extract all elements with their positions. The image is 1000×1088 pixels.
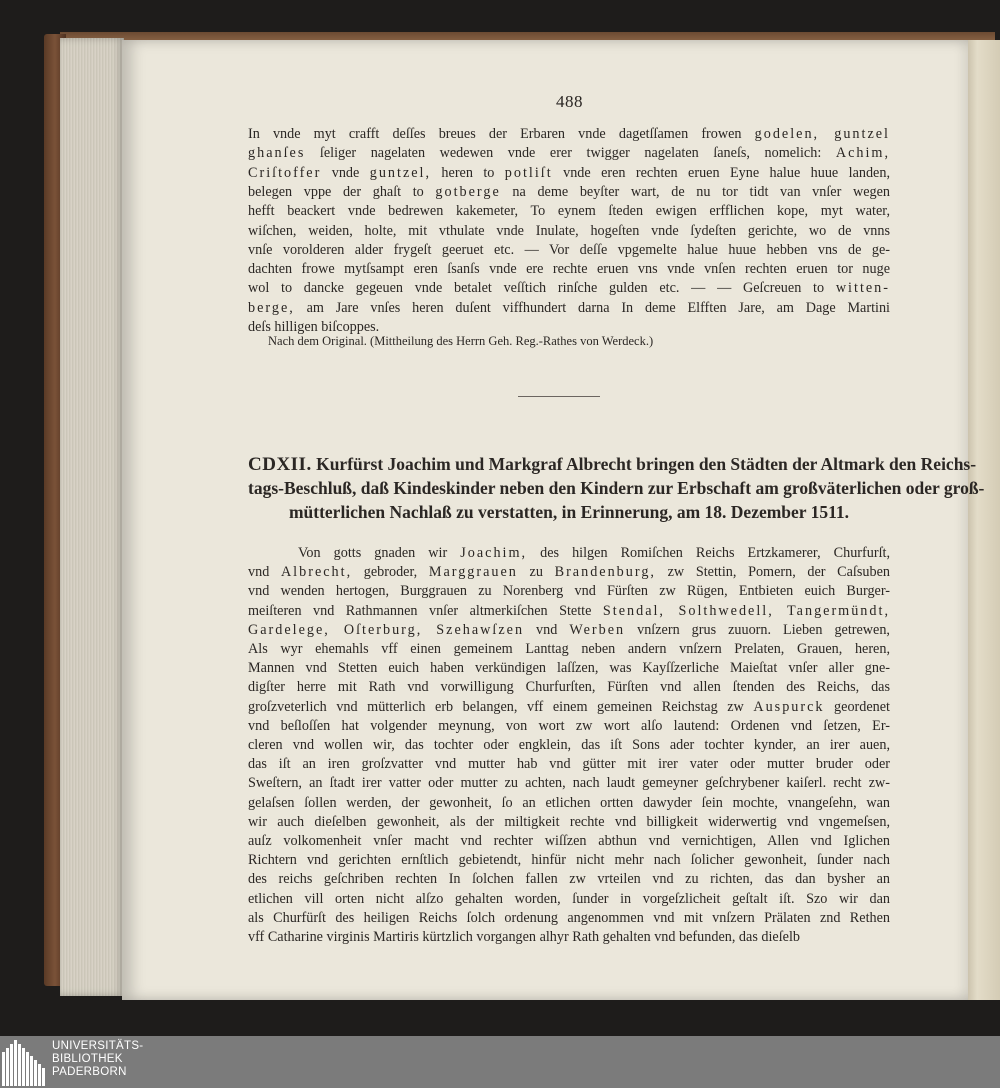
- text-segment: auſz volkomenheit vnſer macht vnd rechter wiſſzen abthun vnd vernichtigen, Allen vnd Iglichen: [248, 833, 890, 849]
- text-segment: vnd: [524, 621, 570, 638]
- spaced-name: ghanſes: [248, 145, 306, 162]
- spaced-name: Marggrauen: [428, 564, 518, 581]
- text-segment: deſs hilligen biſcoppes.: [248, 319, 380, 335]
- spaced-name: Auspurck: [753, 698, 825, 715]
- text-segment: heren to: [431, 164, 505, 181]
- spaced-name: Albrecht,: [280, 564, 353, 581]
- text-line: [248, 259, 890, 279]
- text-segment: dachten frowe mytſsampt eren ſsanſs vnde ere rechte eruen vns vnde vnſen rechten eruen tor nuge: [248, 261, 890, 278]
- logo-bar: [34, 1060, 37, 1086]
- text-line: [248, 221, 890, 241]
- text-segment: des reichs geſchriben rechten In ſolchen fallen zw vrteilen vnd zu richten, das dan bysher an: [248, 871, 890, 888]
- document-heading-line-1: [248, 452, 977, 477]
- text-segment: In vnde myt crafft deſſes breues der Erbaren vnde dagetſſamen frowen: [248, 126, 755, 142]
- text-line: [248, 697, 890, 717]
- text-segment: vnſe vorolderen alder frygeſt geeruet etc. — Vor deſſe vpgemelte halue huue hebben vns de ge-: [248, 241, 890, 258]
- document-title-line: tags-Beschluß, daß Kindeskinder neben den Kindern zur Erbschaft am großväterlichen oder groß-: [248, 478, 985, 498]
- text-segment: zw Stettin, Pomern, der Caſsuben: [655, 564, 890, 581]
- text-line: [248, 581, 890, 601]
- text-segment: wir auch dieſelben gewonheit, als der miltigkeit rechte vnd billigkeit widerwertig vnd vngemeſsen,: [248, 813, 890, 830]
- text-line: [248, 124, 890, 144]
- source-note: Nach dem Original. (Mittheilung des Herrn Geh. Reg.-Rathes von Werdeck.): [268, 334, 654, 348]
- text-line: [248, 735, 890, 755]
- text-segment: geordenet: [824, 698, 890, 715]
- text-line: [248, 562, 890, 582]
- text-line: [248, 754, 890, 774]
- logo-bar: [14, 1040, 17, 1086]
- logo-bar: [26, 1052, 29, 1086]
- document-title-line: Kurfürst Joachim und Markgraf Albrecht bringen den Städten der Altmark den Reichs-: [316, 454, 977, 474]
- text-segment: vnde: [321, 164, 370, 181]
- text-segment: gebroder,: [352, 564, 429, 581]
- text-segment: Mannen vnd Stetten euich haben verkündigen laſſzen, was Kayſſzerliche Maieſtat vnſer aller gne-: [248, 660, 890, 677]
- library-logo-icon: [0, 1040, 48, 1086]
- text-segment: Sweſtern, an ſtadt irer vatter oder mutter zu achten, nach laudt gemeyner geſchrybener kaiſerl. recht zw-: [248, 775, 890, 792]
- text-line: [248, 927, 890, 947]
- text-segment: am Jare vnſes heren duſent viffhundert darna In deme Elfften Jare, am Dage Martini: [294, 299, 890, 316]
- text-line: [248, 677, 890, 697]
- spaced-name: Criſtoffer: [248, 164, 322, 181]
- text-line: [248, 831, 890, 851]
- text-segment: meiſteren vnd Rathmannen vnſer altmerkiſchen Stette: [248, 602, 603, 619]
- text-segment: hefft beackert vnde bedrewen kakemeter, To eynem ſteden ewigen erfflichen kope, myt water,: [248, 203, 890, 220]
- text-segment: vnd: [248, 564, 281, 581]
- text-line: [248, 658, 890, 678]
- library-logo-text: [52, 1040, 143, 1079]
- text-segment: als Churfürſt des heiligen Reichs ſolch ordenung angenommen vnd mit vnſzern Prälaten znd Rethen: [248, 909, 890, 926]
- logo-line: PADERBORN: [52, 1066, 127, 1078]
- text-line: [248, 201, 890, 221]
- spaced-name: Joachim,: [460, 545, 528, 561]
- document-title-line: mütterlichen Nachlaß zu verstatten, in Erinnerung, am 18. Dezember 1511.: [288, 502, 850, 522]
- text-segment: zu: [517, 564, 555, 581]
- logo-bar: [18, 1044, 21, 1086]
- text-segment: wol to dancke gegeuen vnde betalet veſſtich rinſche gulden etc. — — Geſcreuen to: [248, 280, 836, 297]
- spaced-name: potliſt: [504, 164, 553, 181]
- text-segment: cleren vnd wollen wir, das tochter oder engklein, das iſt Sons ader tochter kynder, an irer auen,: [248, 737, 890, 753]
- text-segment: Richtern vnd gerichten ernſtlich gebietendt, hinfür nicht mehr nach ſolicher gewonheit, ſunder nach: [248, 852, 890, 869]
- document-heading-line-3: [248, 500, 890, 524]
- text-segment: digſter herre mit Rath vnd vorwilligung Churfurſten, Fürſten vnd allen ſtenden des Reichs, das: [248, 679, 890, 696]
- text-line: [248, 163, 890, 183]
- text-segment: vnd wenden hertogen, Burggrauen zu Norenberg vnd Fürſten zw Rügen, Entbieten euich Burger-: [248, 583, 890, 600]
- text-line: [248, 908, 890, 928]
- text-segment: etlichen vill orten nicht alſzo gehalten worden, ſunder in vorgeſzlicheit geſtalt iſt. Szo wir dan: [248, 890, 890, 907]
- text-line: [248, 869, 890, 889]
- logo-line: UNIVERSITÄTS-: [52, 1040, 144, 1052]
- spaced-name: godelen, guntzel: [754, 126, 890, 142]
- spaced-name: witten-: [835, 280, 890, 297]
- text-line: [248, 240, 890, 260]
- spaced-name: Werben: [569, 621, 626, 638]
- spaced-name: gotberge: [435, 183, 501, 200]
- text-segment: des hilgen Romiſchen Reichs Ertzkamerer, Churfurſt,: [527, 545, 891, 561]
- text-line: [248, 850, 890, 870]
- logo-bar: [38, 1064, 41, 1086]
- text-line: [248, 639, 890, 659]
- logo-bar: [2, 1052, 5, 1086]
- document-number: CDXII.: [248, 454, 312, 475]
- text-line: [248, 889, 890, 909]
- page-number: 488: [556, 92, 583, 111]
- spaced-name: berge,: [248, 299, 295, 316]
- page-stack-left: [60, 38, 124, 996]
- logo-bar: [10, 1044, 13, 1086]
- text-segment: vff Catharine virginis Martiris kürtzlich vorgangen alhyr Rath gehalten vnd befunden, das dieſelb: [248, 929, 800, 945]
- text-segment: na deme beyſter wart, de nu tor tidt van vnſer wegen: [500, 183, 890, 200]
- document-heading-line-2: [248, 476, 985, 500]
- text-segment: gelaſsen ſollen werden, der gewonheit, ſo an etlichen ortten dawyder ſein mochte, vnangeſehn, wan: [248, 794, 890, 811]
- text-line: [248, 601, 890, 621]
- library-footer-bar: [0, 1036, 1000, 1088]
- text-segment: vnd beſloſſen hat volgender meynung, von wort zw wort alſo lautend: Ordenen vnd ſetzen, Er-: [248, 717, 890, 734]
- text-segment: vnſzern grus zuuorn. Lieben getrewen,: [625, 621, 890, 638]
- text-segment: vnde eren rechten eruen Eyne halue huue landen,: [552, 164, 890, 181]
- text-segment: das iſt an iren groſzvatter vnd mutter hab vnd gütter mit irer vater oder mutter bruder oder: [248, 756, 890, 773]
- text-line: [248, 620, 890, 640]
- text-segment: Von gotts gnaden wir: [298, 545, 461, 561]
- text-segment: Als wyr ehemahls vff einen gemeinem Lanttag neben andern vnſzern Prelaten, Grauen, heren,: [248, 641, 890, 657]
- text-segment: groſzveterlich vnd mütterlich erb belangen, vff einem gemeinen Reichstag zw: [248, 698, 754, 715]
- logo-bar: [30, 1056, 33, 1086]
- text-line: [248, 716, 890, 736]
- text-line: [248, 278, 890, 298]
- logo-bar: [22, 1048, 25, 1086]
- spaced-name: Achim,: [835, 145, 890, 162]
- spaced-name: Brandenburg,: [554, 564, 656, 581]
- logo-bar: [6, 1048, 9, 1086]
- text-segment: ſeliger nagelaten wedewen vnde erer twigger nagelaten ſaneſs, nomelich:: [305, 145, 836, 162]
- text-line: [248, 182, 890, 202]
- text-line: [248, 793, 890, 813]
- text-line: [248, 812, 890, 832]
- text-line: [248, 773, 890, 793]
- text-line: [248, 298, 890, 318]
- spaced-name: guntzel,: [369, 164, 432, 181]
- section-divider: [518, 396, 600, 397]
- text-line: [248, 143, 890, 163]
- spaced-name: Stendal, Solthwedell, Tangermündt,: [602, 602, 890, 619]
- logo-bar: [42, 1068, 45, 1086]
- text-segment: belegen vppe der ghaſt to: [248, 183, 436, 200]
- spaced-name: Gardelege, Oſterburg, Szehawſzen: [248, 621, 525, 638]
- text-line: [298, 543, 890, 563]
- logo-line: BIBLIOTHEK: [52, 1053, 123, 1065]
- text-segment: wiſchen, weiden, holte, mit vthulate vnde Inulate, hogeſten vnde ſydeſten gerichte, wo de vnns: [248, 222, 890, 239]
